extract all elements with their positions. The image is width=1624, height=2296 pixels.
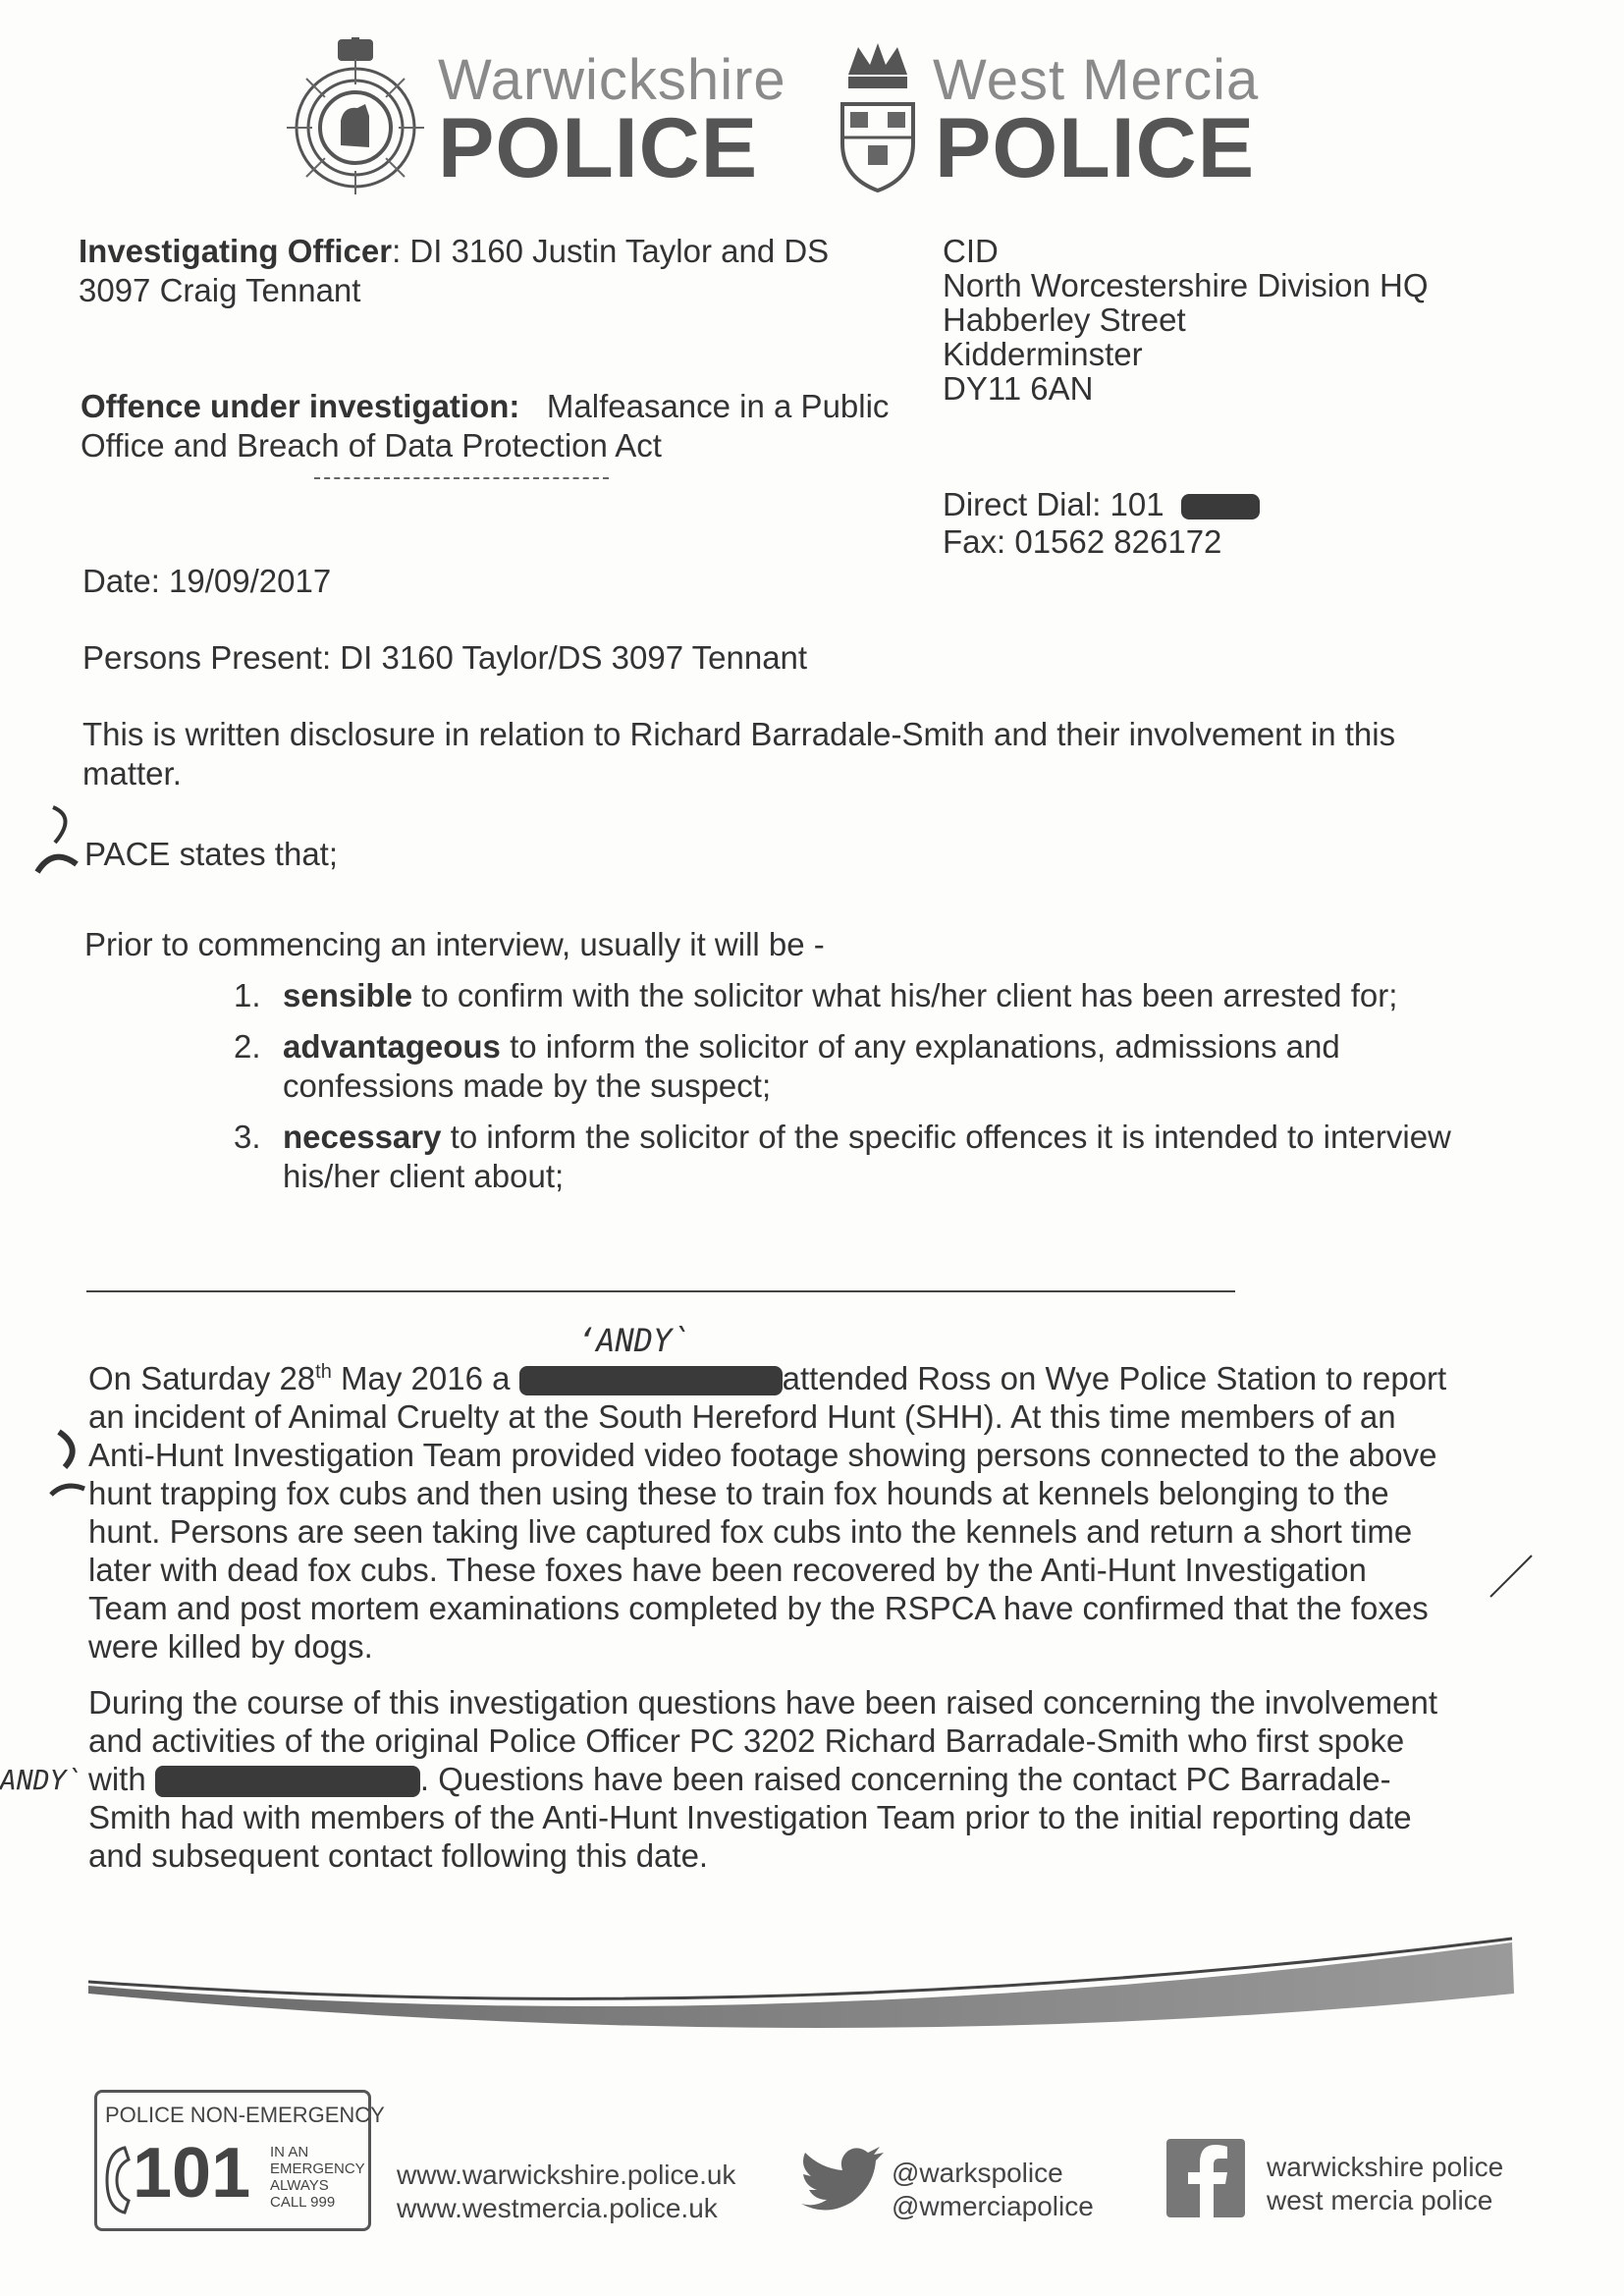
list-text: to inform the solicitor of any explanations, admissions and	[500, 1028, 1340, 1065]
redaction-bar	[519, 1366, 783, 1395]
facebook-page[interactable]: warwickshire police	[1267, 2152, 1504, 2182]
facebook-icon	[1166, 2139, 1245, 2217]
emergency-line: IN AN	[270, 2144, 309, 2160]
offence-under-investigation	[81, 387, 945, 465]
tick-mark-icon	[1487, 1552, 1536, 1606]
prior-statement: Prior to commencing an interview, usually it will be -	[84, 926, 825, 962]
disclosure-line: matter.	[82, 755, 182, 792]
investigating-officer	[79, 232, 884, 310]
para-text: On Saturday 28	[88, 1360, 316, 1396]
non-emergency-box	[94, 2090, 385, 2231]
address-line: Habberley Street	[943, 301, 1186, 338]
redaction-bar	[155, 1766, 420, 1797]
emergency-note	[270, 2144, 365, 2211]
para-line: and activities of the original Police Officer PC 3202 Richard Barradale-Smith who first spoke	[88, 1722, 1405, 1759]
warwickshire-wordmark-bottom: POLICE	[438, 101, 759, 195]
list-number: 2.	[234, 1028, 261, 1065]
investigating-officer-value: : DI 3160 Justin Taylor and DS	[392, 233, 830, 269]
address-line: North Worcestershire Division HQ	[943, 267, 1429, 303]
list-keyword: advantageous	[283, 1028, 501, 1065]
offence-value-cont: Office and Breach of Data Protection Act	[81, 427, 662, 464]
west-mercia-wordmark-top: West Mercia	[933, 48, 1260, 112]
emergency-line: ALWAYS	[270, 2177, 329, 2194]
non-emergency-number: 101	[133, 2134, 251, 2213]
staple-mark-icon	[33, 803, 82, 887]
para-text: attended Ross on Wye Police Station to report	[782, 1360, 1447, 1396]
address-line: DY11 6AN	[943, 370, 1094, 407]
address-block	[943, 234, 1532, 406]
disclosure-line: This is written disclosure in relation to Richard Barradale-Smith and their involvement in this	[82, 716, 1396, 752]
address-line: CID	[943, 233, 999, 269]
para-line: were killed by dogs.	[88, 1628, 373, 1665]
para-line: hunt. Persons are seen taking live captured fox cubs into the kennels and return a short time	[88, 1513, 1413, 1550]
list-text: his/her client about;	[283, 1158, 565, 1194]
website-link[interactable]: www.westmercia.police.uk	[397, 2193, 718, 2223]
staple-mark-icon	[49, 1424, 88, 1507]
investigating-officer-value-cont: 3097 Craig Tennant	[79, 272, 361, 308]
emergency-line: EMERGENCY	[270, 2160, 365, 2177]
list-number: 3.	[234, 1119, 261, 1155]
facebook-pages	[1267, 2151, 1503, 2217]
phone-handset-icon	[103, 2144, 133, 2221]
para-text: May 2016 a	[331, 1360, 519, 1396]
para-line: and subsequent contact following this date.	[88, 1837, 709, 1874]
disclosure-statement	[82, 715, 1555, 793]
para-line: Smith had with members of the Anti-Hunt Investigation Team prior to the initial reporting date	[88, 1799, 1412, 1835]
date: Date: 19/09/2017	[82, 563, 332, 599]
para-line: During the course of this investigation questions have been raised concerning the involvement	[88, 1684, 1437, 1721]
redaction-bar	[1181, 494, 1260, 519]
pace-heading: PACE states that;	[84, 836, 339, 872]
list-text: confessions made by the suspect;	[283, 1067, 772, 1104]
investigating-officer-label: Investigating Officer	[79, 233, 393, 269]
twitter-bird-icon	[797, 2145, 886, 2224]
handwritten-andy-2: ANDY`	[0, 1764, 83, 1796]
websites	[397, 2159, 735, 2225]
investigation-paragraph	[88, 1683, 1600, 1875]
offence-value: Malfeasance in a Public	[546, 388, 890, 424]
handwritten-andy-1: ‘ANDY`	[577, 1322, 691, 1359]
twitter-handles	[892, 2157, 1094, 2223]
twitter-handle[interactable]: @warkspolice	[892, 2158, 1063, 2188]
superscript: th	[315, 1361, 332, 1383]
warwickshire-badge-icon	[287, 37, 424, 194]
footer-swoosh	[88, 1935, 1522, 2052]
offence-label: Offence under investigation:	[81, 388, 520, 424]
direct-dial	[943, 485, 1260, 524]
para-text: . Questions have been raised concerning the contact PC Barradale-	[419, 1761, 1391, 1797]
list-number: 1.	[234, 977, 261, 1013]
list-keyword: necessary	[283, 1119, 442, 1155]
west-mercia-wordmark-bottom: POLICE	[935, 101, 1256, 195]
west-mercia-crest-icon	[829, 35, 927, 192]
address-line: Kidderminster	[943, 336, 1143, 372]
non-emergency-label: POLICE NON-EMERGENCY	[105, 2103, 385, 2127]
warwickshire-wordmark-top: Warwickshire	[438, 48, 786, 112]
twitter-handle[interactable]: @wmerciapolice	[892, 2191, 1094, 2221]
para-line: later with dead fox cubs. These foxes have been recovered by the Anti-Hunt Investigation	[88, 1552, 1367, 1588]
section-divider	[86, 1290, 1235, 1292]
emergency-line: CALL 999	[270, 2194, 336, 2211]
direct-dial-text: Direct Dial: 101	[943, 486, 1164, 522]
list-keyword: sensible	[283, 977, 413, 1013]
para-line: hunt trapping fox cubs and then using these to train fox hounds at kennels belonging to the	[88, 1475, 1389, 1511]
website-link[interactable]: www.warwickshire.police.uk	[397, 2159, 736, 2190]
para-line: an incident of Animal Cruelty at the South Hereford Hunt (SHH). At this time members of an	[88, 1398, 1396, 1435]
facebook-page[interactable]: west mercia police	[1267, 2185, 1493, 2215]
list-text: to confirm with the solicitor what his/her client has been arrested for;	[412, 977, 1398, 1013]
para-line: Team and post mortem examinations completed by the RSPCA have confirmed that the foxes	[88, 1590, 1429, 1626]
incident-paragraph	[88, 1359, 1600, 1666]
list-text: to inform the solicitor of the specific offences it is intended to interview	[441, 1119, 1451, 1155]
persons-present: Persons Present: DI 3160 Taylor/DS 3097 Tennant	[82, 639, 808, 676]
fax: Fax: 01562 826172	[943, 523, 1222, 560]
para-line: Anti-Hunt Investigation Team provided video footage showing persons connected to the above	[88, 1437, 1437, 1473]
underline-divider	[314, 477, 609, 479]
para-text: with	[88, 1761, 146, 1797]
